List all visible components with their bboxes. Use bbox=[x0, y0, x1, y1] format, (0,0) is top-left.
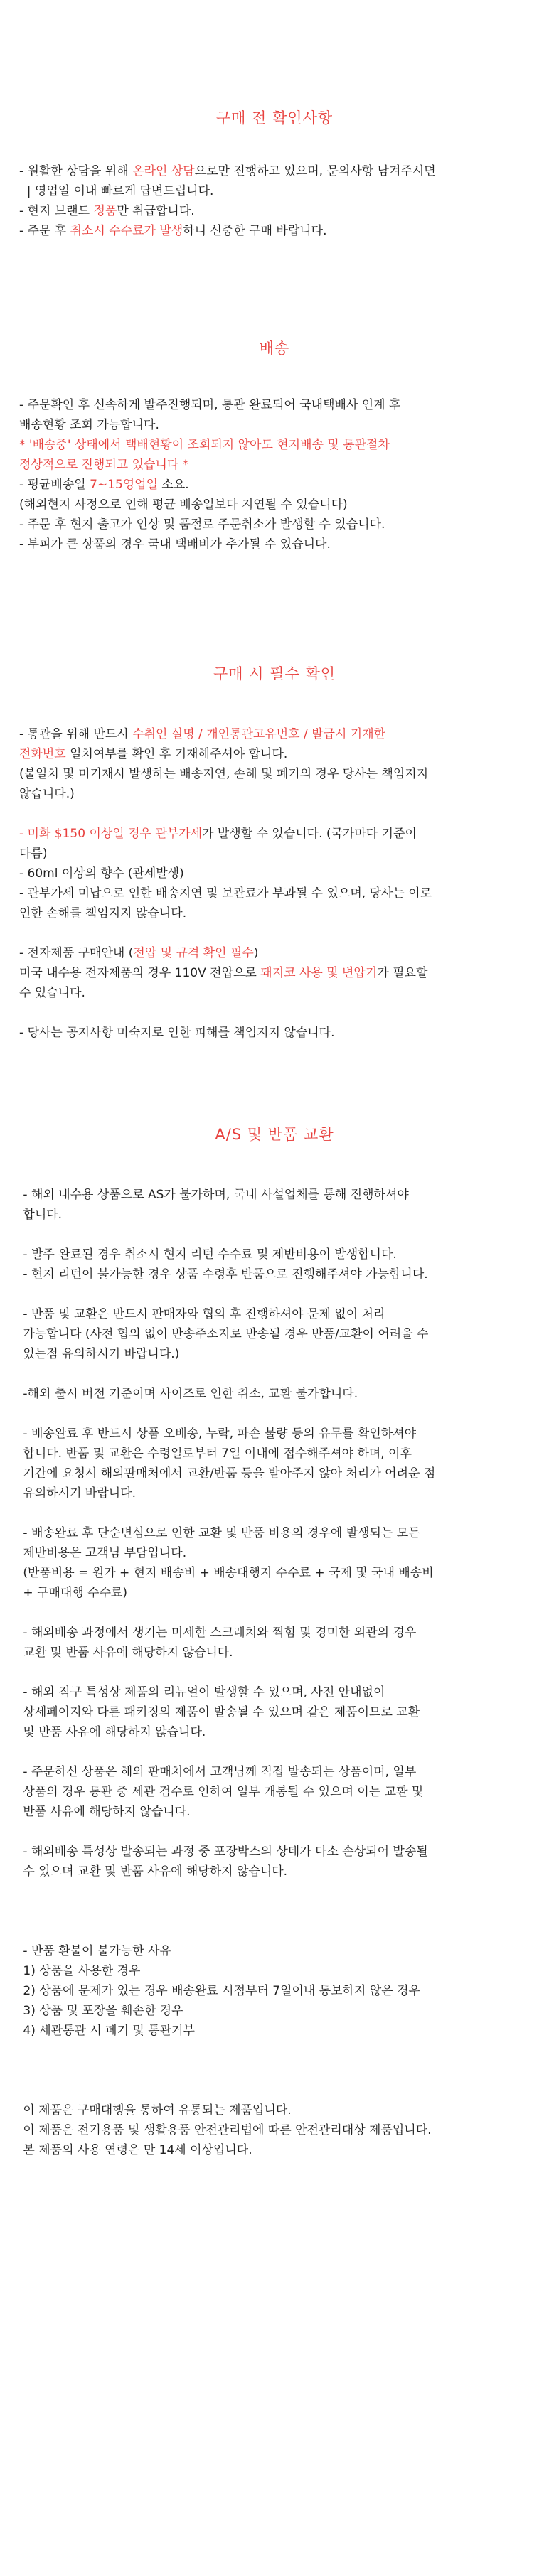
section-title-pre-purchase: 구매 전 확인사항 bbox=[215, 109, 334, 127]
notice-text: 배송현황 조회 가능합니다. bbox=[19, 418, 159, 432]
notice-line bbox=[19, 864, 531, 884]
notice-text: - 당사는 공지사항 미숙지로 인한 피해를 책임지지 않습니다. bbox=[19, 1026, 335, 1040]
notice-text: 합니다. 반품 및 교환은 수령일로부터 7일 이내에 접수해주셔야 하며, 이후 bbox=[19, 1447, 412, 1461]
highlighted-text: * '배송중' 상태에서 택배현황이 조회되지 않아도 현지배송 및 통관절차 bbox=[19, 438, 390, 452]
notice-text: - 부피가 큰 상품의 경우 국내 택배비가 추가될 수 있습니다. bbox=[19, 537, 331, 552]
notice-text: - 발주 완료된 경우 취소시 현지 리턴 수수료 및 제반비용이 발생합니다. bbox=[19, 1247, 397, 1262]
notice-line bbox=[19, 1862, 531, 1882]
notice-line bbox=[19, 1583, 531, 1603]
notice-text: 이 제품은 전기용품 및 생활용품 안전관리법에 따른 안전관리대상 제품입니다. bbox=[19, 2123, 432, 2137]
notice-line bbox=[19, 221, 531, 241]
blank-line bbox=[19, 804, 531, 824]
notice-line bbox=[19, 1424, 531, 1444]
notice-text: - 해외 내수용 상품으로 AS가 불가하며, 국내 사설업체를 통해 진행하셔야 bbox=[19, 1188, 409, 1202]
notice-line bbox=[19, 784, 531, 804]
notice-line bbox=[19, 2021, 531, 2041]
highlighted-text: 취소시 수수료가 발생 bbox=[70, 224, 183, 238]
notice-line bbox=[19, 884, 531, 903]
blank-line bbox=[19, 2081, 531, 2100]
notice-line bbox=[19, 1444, 531, 1464]
notice-text: 으로만 진행하고 있으며, 문의사항 남겨주시면 bbox=[194, 164, 436, 178]
notice-text: 않습니다.) bbox=[19, 787, 75, 801]
notice-line bbox=[19, 724, 531, 744]
notice-text: 가 필요할 bbox=[377, 966, 428, 980]
section-body-as-return-exchange bbox=[19, 1185, 531, 2160]
notice-line bbox=[19, 395, 531, 415]
blank-line bbox=[19, 923, 531, 943]
notice-line bbox=[19, 1762, 531, 1782]
notice-text: (해외현지 사정으로 인해 평균 배송일보다 지연될 수 있습니다) bbox=[19, 498, 348, 512]
notice-text: 및 반품 사유에 해당하지 않습니다. bbox=[19, 1725, 206, 1739]
notice-text: 일치여부를 확인 후 기재해주셔야 합니다. bbox=[65, 747, 288, 761]
notice-text: - 주문 후 현지 출고가 인상 및 품절로 주문취소가 발생할 수 있습니다. bbox=[19, 517, 385, 532]
notice-text: - 전자제품 구매안내 ( bbox=[19, 946, 134, 960]
highlighted-text: 돼지코 사용 및 변압기 bbox=[260, 966, 378, 980]
notice-text: - 현지 리턴이 불가능한 경우 상품 수령후 반품으로 진행해주셔야 가능합니다. bbox=[19, 1267, 428, 1282]
notice-line bbox=[19, 983, 531, 1003]
blank-line bbox=[19, 1503, 531, 1523]
notice-line bbox=[19, 1205, 531, 1225]
notice-line bbox=[19, 495, 531, 515]
section-title-as-return-exchange: A/S 및 반품 교환 bbox=[215, 1126, 334, 1143]
notice-line bbox=[19, 1324, 531, 1344]
blank-line bbox=[19, 1603, 531, 1623]
notice-text: - 평균배송일 bbox=[19, 478, 90, 492]
notice-line bbox=[19, 475, 531, 495]
notice-text: - 배송완료 후 단순변심으로 인한 교환 및 반품 비용의 경우에 발생되는 모든 bbox=[19, 1526, 420, 1540]
notice-line bbox=[19, 1643, 531, 1663]
notice-text: 이 제품은 구매대행을 통하여 유통되는 제품입니다. bbox=[19, 2103, 292, 2118]
notice-line bbox=[19, 1961, 531, 1981]
notice-text: 유의하시기 바랍니다. bbox=[19, 1486, 137, 1501]
notice-line bbox=[19, 2100, 531, 2120]
notice-text: - 반품 환불이 불가능한 사유 bbox=[19, 1944, 171, 1958]
notice-line bbox=[19, 963, 531, 983]
notice-line bbox=[19, 943, 531, 963]
blank-line bbox=[19, 1404, 531, 1424]
notice-line bbox=[19, 1782, 531, 1802]
notice-text: 기간에 요청시 해외판매처에서 교환/반품 등을 받아주지 않아 처리가 어려운 점 bbox=[19, 1466, 436, 1481]
notice-text: 다름) bbox=[19, 847, 48, 861]
notice-line bbox=[19, 535, 531, 554]
notice-line bbox=[19, 744, 531, 764]
blank-line bbox=[19, 1822, 531, 1842]
notice-text: - 주문확인 후 신속하게 발주진행되며, 통관 완료되어 국내택배사 인계 후 bbox=[19, 398, 401, 412]
section-body-pre-purchase bbox=[19, 161, 531, 241]
notice-text: 본 제품의 사용 연령은 만 14세 이상입니다. bbox=[19, 2143, 252, 2157]
notice-text: - 현지 브랜드 bbox=[19, 204, 94, 218]
notice-line bbox=[19, 1702, 531, 1722]
notice-line bbox=[19, 1802, 531, 1822]
notice-text: - 주문하신 상품은 해외 판매처에서 고객님께 직접 발송되는 상품이며, 일부 bbox=[19, 1765, 417, 1779]
notice-text: 합니다. bbox=[19, 1208, 63, 1222]
notice-line bbox=[19, 515, 531, 535]
notice-text: 2) 상품에 문제가 있는 경우 배송완료 시점부터 7일이내 통보하지 않은 경우 bbox=[19, 1984, 420, 1998]
notice-text: - 통관을 위해 반드시 bbox=[19, 727, 133, 741]
notice-text: 상품의 경우 통관 중 세관 검수로 인하여 일부 개봉될 수 있으며 이는 교환 및 bbox=[19, 1785, 424, 1799]
notice-text: 상세페이지와 다른 패키징의 제품이 발송될 수 있으며 같은 제품이므로 교환 bbox=[19, 1705, 420, 1719]
notice-line bbox=[19, 201, 531, 221]
notice-line bbox=[19, 1543, 531, 1563]
notice-line bbox=[19, 1245, 531, 1265]
highlighted-text: 정품 bbox=[93, 204, 117, 218]
blank-line bbox=[19, 1882, 531, 1901]
notice-text: 제반비용은 고객님 부담입니다. bbox=[19, 1546, 187, 1560]
blank-line bbox=[19, 1901, 531, 1921]
highlighted-text: 온라인 상담 bbox=[132, 164, 195, 178]
notice-text: 1) 상품을 사용한 경우 bbox=[19, 1964, 141, 1978]
notice-line bbox=[19, 1304, 531, 1324]
notice-text: | 영업일 이내 빠르게 답변드립니다. bbox=[19, 184, 214, 198]
notice-text: - 반품 및 교환은 반드시 판매자와 협의 후 진행하셔야 문제 없이 처리 bbox=[19, 1307, 385, 1321]
notice-line bbox=[19, 1563, 531, 1583]
notice-text: 만 취급합니다. bbox=[117, 204, 195, 218]
notice-text: ) bbox=[253, 946, 259, 960]
notice-text: - 주문 후 bbox=[19, 224, 70, 238]
notice-text: 반품 사유에 해당하지 않습니다. bbox=[19, 1805, 191, 1819]
notice-line bbox=[19, 844, 531, 864]
notice-text: (불일치 및 미기재시 발생하는 배송지연, 손해 및 폐기의 경우 당사는 책임지지 bbox=[19, 767, 429, 781]
notice-line bbox=[19, 1483, 531, 1503]
section-title-required-check: 구매 시 필수 확인 bbox=[213, 665, 336, 682]
notice-line bbox=[19, 1464, 531, 1483]
section-body-shipping bbox=[19, 395, 531, 554]
notice-line bbox=[19, 1384, 531, 1404]
blank-line bbox=[19, 1284, 531, 1304]
blank-line bbox=[19, 2041, 531, 2061]
blank-line bbox=[19, 1921, 531, 1941]
notice-text: - 관부가세 미납으로 인한 배송지연 및 보관료가 부과될 수 있으며, 당사는 이로 bbox=[19, 886, 432, 901]
notice-text: 수 있으며 교환 및 반품 사유에 해당하지 않습니다. bbox=[19, 1864, 288, 1879]
blank-line bbox=[19, 1364, 531, 1384]
notice-line bbox=[19, 1941, 531, 1961]
notice-line bbox=[19, 903, 531, 923]
highlighted-text: 수취인 실명 / 개인통관고유번호 / 발급시 기재한 bbox=[132, 727, 386, 741]
highlighted-text: 7~15영업일 bbox=[90, 478, 159, 492]
notice-text: 있는점 유의하시기 바랍니다.) bbox=[19, 1347, 180, 1361]
notice-text: - 60ml 이상의 향수 (관세발생) bbox=[19, 866, 184, 881]
notice-line bbox=[19, 1683, 531, 1702]
notice-text: - 배송완료 후 반드시 상품 오배송, 누락, 파손 불량 등의 유무를 확인하셔야 bbox=[19, 1427, 417, 1441]
section-body-required-check bbox=[19, 724, 531, 1043]
highlighted-text: - 미화 $150 이상일 경우 관부가세 bbox=[19, 827, 203, 841]
notice-line bbox=[19, 1265, 531, 1284]
notice-text: 하니 신중한 구매 바랍니다. bbox=[183, 224, 327, 238]
notice-line bbox=[19, 1523, 531, 1543]
blank-line bbox=[19, 1663, 531, 1683]
notice-text: 가능합니다 (사전 협의 없이 반송주소지로 반송될 경우 반품/교환이 어려울 수 bbox=[19, 1327, 429, 1341]
notice-line bbox=[19, 2001, 531, 2021]
notice-line bbox=[19, 1722, 531, 1742]
notice-text: - 해외 직구 특성상 제품의 리뉴얼이 발생할 수 있으며, 사전 안내없이 bbox=[19, 1685, 385, 1700]
notice-text: 소요. bbox=[158, 478, 189, 492]
blank-line bbox=[19, 1225, 531, 1245]
notice-text: - 해외배송 특성상 발송되는 과정 중 포장박스의 상태가 다소 손상되어 발송될 bbox=[19, 1845, 428, 1859]
notice-line bbox=[19, 181, 531, 201]
notice-text: 가 발생할 수 있습니다. (국가마다 기준이 bbox=[202, 827, 417, 841]
notice-line bbox=[19, 1981, 531, 2001]
notice-line bbox=[19, 764, 531, 784]
notice-line bbox=[19, 1023, 531, 1043]
highlighted-text: 전화번호 bbox=[19, 747, 66, 761]
notice-line bbox=[19, 2120, 531, 2140]
notice-text: - 해외배송 과정에서 생기는 미세한 스크레치와 찍힘 및 경미한 외관의 경우 bbox=[19, 1626, 417, 1640]
notice-line bbox=[19, 1185, 531, 1205]
notice-line bbox=[19, 415, 531, 435]
notice-line bbox=[19, 455, 531, 475]
blank-line bbox=[19, 1742, 531, 1762]
notice-text: - 원활한 상담을 위해 bbox=[19, 164, 133, 178]
blank-line bbox=[19, 2061, 531, 2081]
notice-text: 수 있습니다. bbox=[19, 986, 85, 1000]
notice-line bbox=[19, 2140, 531, 2160]
notice-line bbox=[19, 1623, 531, 1643]
notice-text: 4) 세관통관 시 폐기 및 통관거부 bbox=[19, 2024, 195, 2038]
notice-line bbox=[19, 824, 531, 844]
highlighted-text: 정상적으로 진행되고 있습니다 * bbox=[19, 458, 189, 472]
notice-text: 인한 손해를 책임지지 않습니다. bbox=[19, 906, 187, 921]
notice-line bbox=[19, 1344, 531, 1364]
section-title-shipping: 배송 bbox=[259, 340, 290, 357]
notice-text: 3) 상품 및 포장을 훼손한 경우 bbox=[19, 2004, 183, 2018]
notice-text: 미국 내수용 전자제품의 경우 110V 전압으로 bbox=[19, 966, 261, 980]
notice-line bbox=[19, 161, 531, 181]
notice-text: + 구매대행 수수료) bbox=[19, 1586, 128, 1600]
notice-text: 교환 및 반품 사유에 해당하지 않습니다. bbox=[19, 1646, 233, 1660]
notice-text: (반품비용 = 원가 + 현지 배송비 + 배송대행지 수수료 + 국제 및 국내 배송비 bbox=[19, 1566, 434, 1580]
highlighted-text: 전압 및 규격 확인 필수 bbox=[133, 946, 254, 960]
notice-text: -해외 출시 버전 기준이며 사이즈로 인한 취소, 교환 불가합니다. bbox=[19, 1387, 358, 1401]
notice-line bbox=[19, 435, 531, 455]
blank-line bbox=[19, 1003, 531, 1023]
notice-line bbox=[19, 1842, 531, 1862]
